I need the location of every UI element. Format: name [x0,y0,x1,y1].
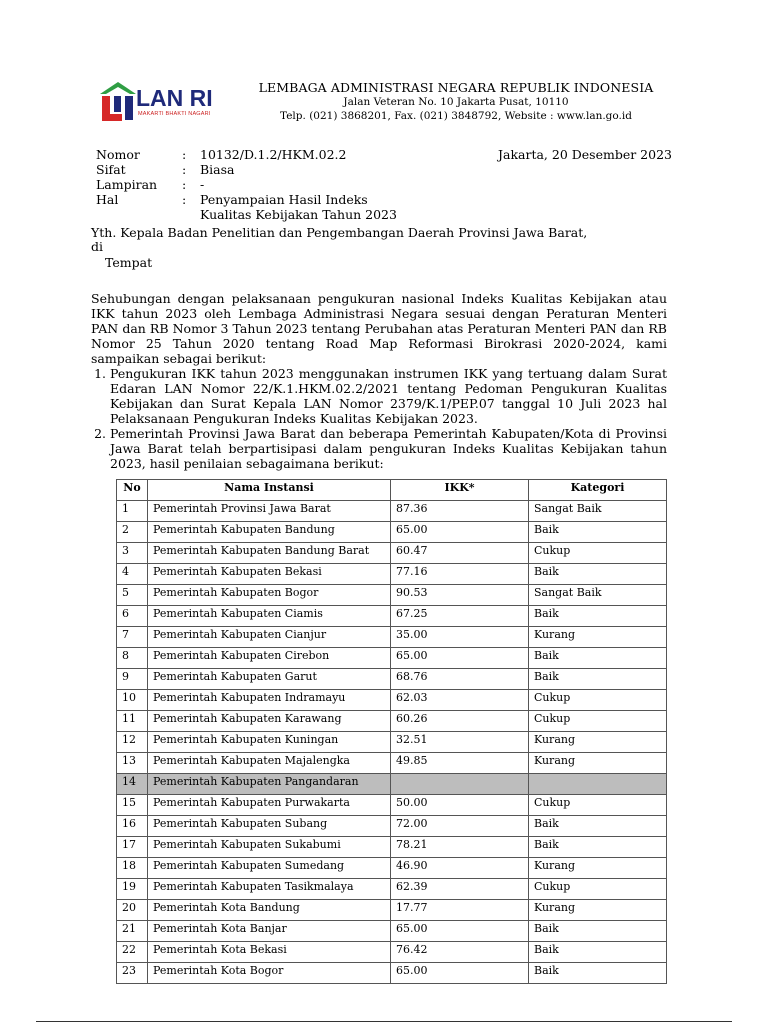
table-row [117,816,667,837]
table-row [117,732,667,753]
table-header-row [117,480,667,501]
cell-nama: Pemerintah Kabupaten Bogor [148,585,391,606]
cell-ikk: 62.03 [391,690,529,711]
cell-kategori: Kurang [529,753,667,774]
cell-kategori: Cukup [529,711,667,732]
cell-ikk: 65.00 [391,963,529,984]
table-row [117,753,667,774]
meta-sep: : [182,162,187,177]
cell-ikk: 65.00 [391,648,529,669]
cell-no: 12 [117,732,148,753]
col-header-nama: Nama Instansi [148,480,391,501]
letterhead [228,80,684,123]
cell-no: 10 [117,690,148,711]
col-header-kategori: Kategori [529,480,667,501]
cell-ikk: 35.00 [391,627,529,648]
cell-kategori: Cukup [529,879,667,900]
cell-kategori [529,774,667,795]
cell-ikk: 77.16 [391,564,529,585]
lan-logo-mark-icon [98,80,138,124]
meta-sep: : [182,147,187,162]
cell-kategori: Baik [529,963,667,984]
meta-sep [182,207,200,222]
cell-ikk: 76.42 [391,942,529,963]
cell-nama: Pemerintah Kabupaten Cianjur [148,627,391,648]
cell-nama: Pemerintah Kota Bekasi [148,942,391,963]
ikk-table [116,479,667,984]
cell-no: 9 [117,669,148,690]
cell-nama: Pemerintah Kabupaten Majalengka [148,753,391,774]
table-row [117,669,667,690]
cell-kategori: Baik [529,942,667,963]
cell-ikk: 67.25 [391,606,529,627]
table-row [117,690,667,711]
cell-no: 22 [117,942,148,963]
cell-nama: Pemerintah Kabupaten Bandung Barat [148,543,391,564]
cell-kategori: Baik [529,564,667,585]
recipient-block [91,226,587,270]
letterhead-address: Jalan Veteran No. 10 Jakarta Pusat, 10110 [343,96,569,108]
letter-meta [96,147,397,222]
cell-ikk: 65.00 [391,522,529,543]
cell-ikk: 65.00 [391,921,529,942]
recipient-name: Yth. Kepala Badan Penelitian dan Pengembangan Daerah Provinsi Jawa Barat, [91,225,588,240]
meta-label: Sifat [96,162,126,177]
lan-logo [98,80,226,130]
cell-nama: Pemerintah Kota Bogor [148,963,391,984]
letterhead-contact: Telp. (021) 3868201, Fax. (021) 3848792, Website : www.lan.go.id [280,110,632,122]
meta-value: Penyampaian Hasil Indeks [200,192,368,207]
cell-no: 2 [117,522,148,543]
cell-no: 6 [117,606,148,627]
cell-ikk: 87.36 [391,501,529,522]
table-row [117,921,667,942]
logo-brand-text: LAN RI [136,85,213,111]
meta-sep: : [182,177,187,192]
table-row [117,501,667,522]
table-row [117,900,667,921]
cell-nama: Pemerintah Kota Bandung [148,900,391,921]
cell-no: 15 [117,795,148,816]
cell-ikk: 72.00 [391,816,529,837]
cell-kategori: Cukup [529,543,667,564]
meta-value: - [200,177,205,192]
cell-nama: Pemerintah Kabupaten Ciamis [148,606,391,627]
meta-label [96,207,182,222]
table-row [117,648,667,669]
cell-no: 13 [117,753,148,774]
cell-no: 8 [117,648,148,669]
cell-no: 7 [117,627,148,648]
meta-value: Kualitas Kebijakan Tahun 2023 [200,207,397,222]
cell-ikk: 60.26 [391,711,529,732]
cell-no: 11 [117,711,148,732]
cell-nama: Pemerintah Kabupaten Cirebon [148,648,391,669]
cell-ikk: 62.39 [391,879,529,900]
table-row [117,711,667,732]
points-list [91,366,667,471]
cell-nama: Pemerintah Kabupaten Pangandaran [148,774,391,795]
cell-ikk: 17.77 [391,900,529,921]
cell-nama: Pemerintah Kabupaten Bandung [148,522,391,543]
point-item: 2. Pemerintah Provinsi Jawa Barat dan beberapa Pemerintah Kabupaten/Kota di Provinsi Jawa Barat telah berpartisipasi dalam pengukuran Indeks Kualitas Kebijakan tahun 2023, hasil penilaian sebagaimana berikut: [110,426,667,471]
recipient-place: Tempat [105,255,153,270]
cell-no: 4 [117,564,148,585]
meta-row [96,147,397,162]
table-row [117,879,667,900]
cell-nama: Pemerintah Provinsi Jawa Barat [148,501,391,522]
cell-nama: Pemerintah Kabupaten Karawang [148,711,391,732]
cell-ikk [391,774,529,795]
cell-nama: Pemerintah Kabupaten Tasikmalaya [148,879,391,900]
cell-kategori: Baik [529,921,667,942]
cell-nama: Pemerintah Kabupaten Bekasi [148,564,391,585]
meta-label: Lampiran [96,177,158,192]
cell-ikk: 90.53 [391,585,529,606]
cell-nama: Pemerintah Kabupaten Purwakarta [148,795,391,816]
cell-no: 3 [117,543,148,564]
col-header-no: No [117,480,148,501]
cell-ikk: 46.90 [391,858,529,879]
cell-no: 14 [117,774,148,795]
meta-row [96,192,397,207]
cell-nama: Pemerintah Kabupaten Indramayu [148,690,391,711]
cell-nama: Pemerintah Kota Banjar [148,921,391,942]
meta-value: Biasa [200,162,235,177]
meta-row [96,177,397,192]
cell-ikk: 50.00 [391,795,529,816]
cell-kategori: Kurang [529,732,667,753]
cell-nama: Pemerintah Kabupaten Subang [148,816,391,837]
cell-kategori: Sangat Baik [529,501,667,522]
cell-no: 1 [117,501,148,522]
letter-date: Jakarta, 20 Desember 2023 [497,147,672,162]
cell-kategori: Kurang [529,858,667,879]
cell-no: 20 [117,900,148,921]
cell-kategori: Baik [529,648,667,669]
point-item: 1. Pengukuran IKK tahun 2023 menggunakan instrumen IKK yang tertuang dalam Surat Edaran LAN Nomor 22/K.1.HKM.02.2/2021 tentang Pedoman Pengukuran Kualitas Kebijakan dan Surat Kepala LAN Nomor 2379/K.1/PEP.07 tanggal 10 Juli 2023 hal Pelaksanaan Pengukuran Indeks Kualitas Kebijakan 2023. [110,366,667,426]
cell-nama: Pemerintah Kabupaten Sukabumi [148,837,391,858]
table-row [117,543,667,564]
table-row [117,858,667,879]
cell-kategori: Cukup [529,690,667,711]
cell-ikk: 32.51 [391,732,529,753]
table-row [117,606,667,627]
cell-kategori: Baik [529,606,667,627]
meta-row [96,162,397,177]
table-row [117,774,667,795]
cell-kategori: Cukup [529,795,667,816]
cell-ikk: 60.47 [391,543,529,564]
cell-no: 5 [117,585,148,606]
cell-kategori: Baik [529,669,667,690]
table-body [117,501,667,984]
cell-kategori: Baik [529,522,667,543]
table-row [117,522,667,543]
letterhead-org: LEMBAGA ADMINISTRASI NEGARA REPUBLIK INDONESIA [258,80,654,95]
cell-kategori: Baik [529,837,667,858]
cell-kategori: Kurang [529,900,667,921]
col-header-ikk: IKK* [391,480,529,501]
table-row [117,564,667,585]
meta-label: Hal [96,192,119,207]
meta-value: 10132/D.1.2/HKM.02.2 [200,147,347,162]
cell-kategori: Sangat Baik [529,585,667,606]
logo-tagline: MAKARTI BHAKTI NAGARI [138,111,211,117]
page-bottom-rule [36,1021,732,1022]
meta-sep: : [182,192,187,207]
cell-kategori: Kurang [529,627,667,648]
cell-ikk: 68.76 [391,669,529,690]
table-row [117,795,667,816]
letter-body [91,291,667,471]
table-row [117,963,667,984]
table-row [117,837,667,858]
cell-no: 21 [117,921,148,942]
cell-nama: Pemerintah Kabupaten Kuningan [148,732,391,753]
cell-nama: Pemerintah Kabupaten Garut [148,669,391,690]
cell-nama: Pemerintah Kabupaten Sumedang [148,858,391,879]
cell-no: 19 [117,879,148,900]
cell-no: 18 [117,858,148,879]
table-row [117,942,667,963]
table-row [117,585,667,606]
cell-no: 16 [117,816,148,837]
cell-no: 17 [117,837,148,858]
cell-ikk: 78.21 [391,837,529,858]
table-row [117,627,667,648]
meta-row [96,207,397,222]
cell-kategori: Baik [529,816,667,837]
cell-ikk: 49.85 [391,753,529,774]
recipient-di: di [91,239,103,254]
meta-label: Nomor [96,147,140,162]
intro-paragraph: Sehubungan dengan pelaksanaan pengukuran nasional Indeks Kualitas Kebijakan atau IKK tahun 2023 oleh Lembaga Administrasi Negara sesuai dengan Peraturan Menteri PAN dan RB Nomor 3 Tahun 2023 tentang Perubahan atas Peraturan Menteri PAN dan RB Nomor 25 Tahun 2020 tentang Road Map Reformasi Birokrasi 2020-2024, kami sampaikan sebagai berikut: [91,291,667,366]
cell-no: 23 [117,963,148,984]
